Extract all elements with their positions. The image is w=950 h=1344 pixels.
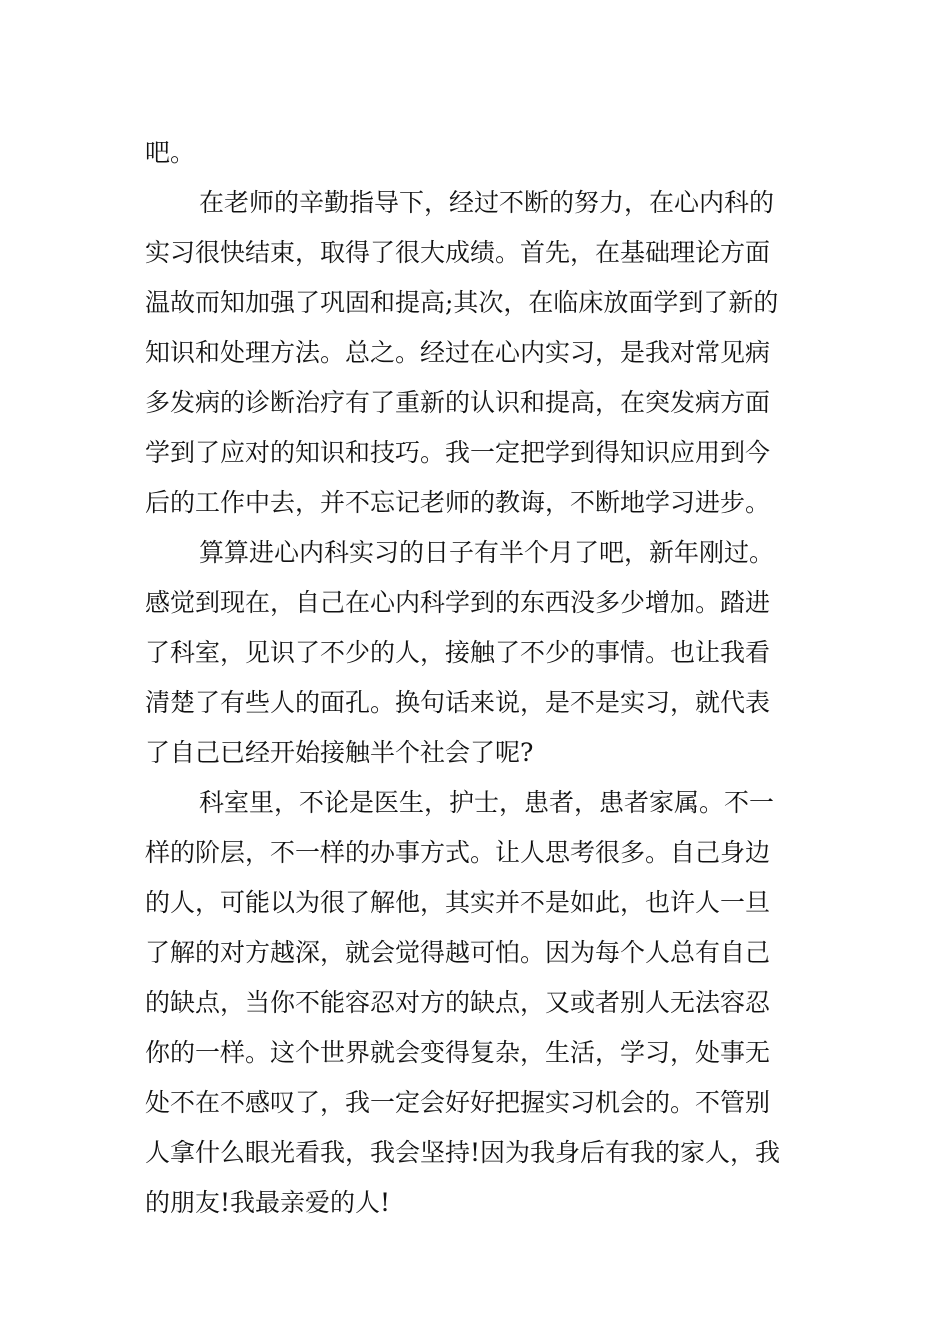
- paragraph-first-line: 在老师的辛勤指导下，经过不断的努力，在心内科的: [199, 188, 775, 217]
- text-line: 学到了应对的知识和技巧。我一定把学到得知识应用到今: [145, 438, 771, 467]
- text-line: 的人，可能以为很了解他，其实并不是如此，也许人一旦: [145, 888, 771, 917]
- text-line: 温故而知加强了巩固和提高;其次，在临床放面学到了新的: [145, 288, 779, 317]
- text-line: 你的一样。这个世界就会变得复杂，生活，学习，处事无: [145, 1038, 771, 1067]
- text-line: 吧。: [145, 138, 196, 167]
- text-line: 处不在不感叹了，我一定会好好把握实习机会的。不管别: [145, 1088, 771, 1117]
- text-line: 后的工作中去，并不忘记老师的教诲，不断地学习进步。: [145, 488, 771, 517]
- text-line: 样的阶层，不一样的办事方式。让人思考很多。自己身边: [145, 838, 771, 867]
- text-line: 知识和处理方法。总之。经过在心内实习，是我对常见病: [145, 338, 771, 367]
- text-line: 感觉到现在，自己在心内科学到的东西没多少增加。踏进: [145, 588, 771, 617]
- text-line: 多发病的诊断治疗有了重新的认识和提高，在突发病方面: [145, 388, 771, 417]
- text-line: 清楚了有些人的面孔。换句话来说，是不是实习，就代表: [145, 688, 771, 717]
- text-line: 了科室，见识了不少的人，接触了不少的事情。也让我看: [145, 638, 771, 667]
- text-line: 人拿什么眼光看我，我会坚持!因为我身后有我的家人，我: [145, 1138, 781, 1167]
- text-line: 的缺点，当你不能容忍对方的缺点，又或者别人无法容忍: [145, 988, 771, 1017]
- text-line: 了自己已经开始接触半个社会了呢?: [145, 738, 534, 767]
- text-line: 实习很快结束，取得了很大成绩。首先，在基础理论方面: [145, 238, 771, 267]
- paragraph-first-line: 算算进心内科实习的日子有半个月了吧，新年刚过。: [199, 538, 775, 567]
- document-body: [145, 128, 810, 1228]
- text-line: 的朋友!我最亲爱的人!: [145, 1188, 391, 1217]
- text-line: 了解的对方越深，就会觉得越可怕。因为每个人总有自己: [145, 938, 771, 967]
- paragraph-first-line: 科室里，不论是医生，护士，患者，患者家属。不一: [199, 788, 775, 817]
